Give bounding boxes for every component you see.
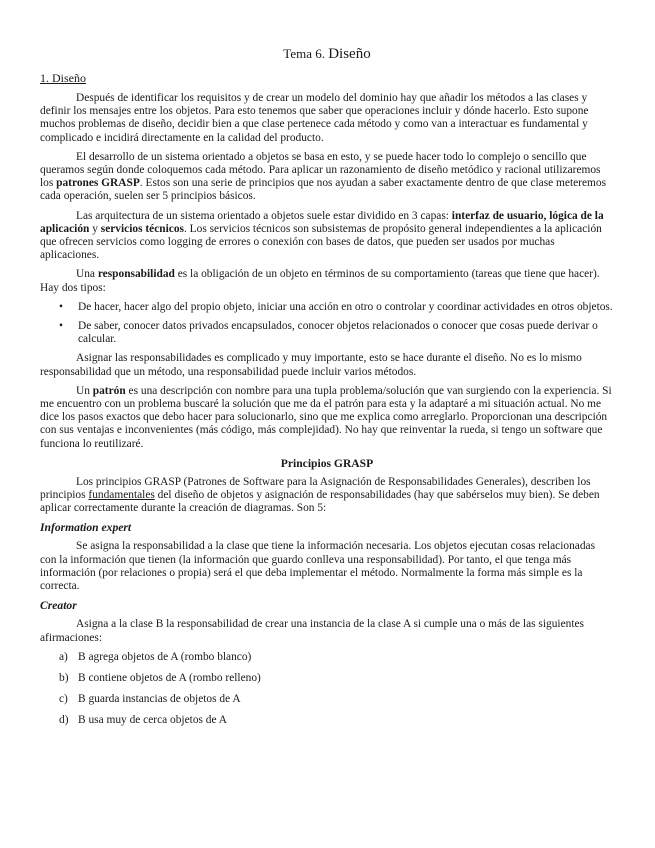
paragraph-pattern bbox=[40, 385, 614, 451]
section-number: 1. bbox=[40, 71, 49, 85]
list-item bbox=[40, 693, 614, 706]
list-item bbox=[40, 651, 614, 664]
list-item-text: De saber, conocer datos privados encapsulados, conocer objetos relacionados o conocer que cosas puede derivar o calcular. bbox=[78, 320, 598, 346]
responsibility-types-list bbox=[40, 301, 614, 347]
list-item bbox=[40, 301, 614, 314]
paragraph-responsibility bbox=[40, 268, 614, 294]
list-item-text: B contiene objetos de A (rombo relleno) bbox=[78, 671, 261, 684]
list-item bbox=[40, 714, 614, 727]
text-run: El desarrollo de un sistema orientado a objetos se basa en esto, y se puede hacer todo lo complejo o sencillo que queramos según donde coloquemos cada método. Para aplicar un razonamiento de diseño metódico y racional utilizaremos los bbox=[40, 150, 601, 190]
list-item-text: B usa muy de cerca objetos de A bbox=[78, 713, 227, 726]
text-run: Los principios GRASP (Patrones de Software para la Asignación de Responsabilidades Generales), describen los principios bbox=[40, 475, 591, 502]
bold-term-grasp: patrones GRASP bbox=[56, 177, 140, 190]
paragraph-intro: Después de identificar los requisitos y de crear un modelo del dominio hay que añadir los métodos a las clases y definir los mensajes entre los objetos. Para esto tenemos que saber que operaciones incluir y dónde hacerlo. Esto supone muchos problemas de diseño, decidir bien a que clase pertenece cada método y como van a interactuar es fundamental y complicado e incidirá directamente en la calidad del producto. bbox=[40, 92, 589, 144]
list-item bbox=[40, 320, 614, 346]
list-marker: c) bbox=[59, 692, 68, 705]
bold-term-layers: interfaz de usuario, lógica de la aplicación bbox=[40, 209, 604, 235]
underlined-term: fundamentales bbox=[88, 489, 155, 502]
information-expert-heading: Information expert bbox=[40, 521, 132, 535]
text-run: . Los servicios técnicos son subsistemas de propósito general independientes a la aplicación que ofrecen servicios como logging de errores o conexión con bases de datos, que pueden ser usados por muchas aplicaciones. bbox=[40, 222, 602, 262]
text-run: es una descripción con nombre para una tupla problema/solución que van surgiendo con la experiencia. Si me encuentro con un problema buscaré la solución que me da el patrón para esta y la adaptaré a mi situación actual. No me dice los pasos exactos que debo hacer para solucionarlo, sino que me explica como arreglarlo. Proporcionan una descripción con sus ventajas e inconvenientes (más código, más complejidad). No hay que reinventar la rueda, si tengo un software que funciona lo reutilizaré. bbox=[40, 384, 612, 450]
paragraph-assign: Asignar las responsabilidades es complicado y muy importante, esto se hace durante el diseño. No es lo mismo responsabilidad que un método, una responsabilidad puede incluir varios métodos. bbox=[40, 352, 582, 378]
bullet-mark: • bbox=[59, 300, 63, 313]
bullet-mark: • bbox=[59, 320, 63, 333]
creator-heading: Creator bbox=[40, 599, 77, 613]
bold-term-pattern: patrón bbox=[92, 384, 126, 397]
page-title bbox=[40, 46, 614, 62]
paragraph-grasp-intro bbox=[40, 151, 614, 204]
paragraph-information-expert: Se asigna la responsabilidad a la clase que tiene la información necesaria. Los objetos ejecutan cosas relacionadas con la información que tienen (la información que guardo conlleva una responsabilidad). Por tanto, el que tenga más información (por relaciones o propia) será el que deba implementar el método. Normalmente la forma más simple es la correcta. bbox=[40, 540, 596, 593]
text-run: Las arquitectura de un sistema orientado a objetos suele estar dividido en 3 capas: bbox=[76, 209, 452, 222]
section-title: Diseño bbox=[52, 71, 86, 85]
text-run: . Estos son una serie de principios que nos ayudan a saber exactamente dentro de que clase meteremos cada operación, suelen ser 5 principios básicos. bbox=[40, 177, 607, 203]
list-marker: d) bbox=[59, 713, 69, 726]
list-marker: b) bbox=[59, 671, 69, 684]
text-run: y bbox=[89, 222, 101, 235]
title-main: Diseño bbox=[328, 46, 371, 62]
text-run: Un bbox=[76, 384, 93, 397]
grasp-heading: Principios GRASP bbox=[280, 456, 374, 470]
creator-conditions-list bbox=[40, 651, 614, 727]
list-marker: a) bbox=[59, 650, 68, 663]
text-run: Una bbox=[76, 268, 98, 281]
section-heading bbox=[40, 71, 614, 86]
paragraph-grasp-principles bbox=[40, 476, 614, 516]
title-prefix: Tema 6. bbox=[283, 46, 325, 61]
list-item bbox=[40, 672, 614, 685]
paragraph-architecture bbox=[40, 210, 614, 263]
text-run: del diseño de objetos y asignación de responsabilidades (hay que sabérselos muy bien). Se deben aplicar correctamente durante la creación de diagramas. Son 5: bbox=[40, 489, 600, 515]
list-item-text: B guarda instancias de objetos de A bbox=[78, 692, 241, 705]
text-run: es la obligación de un objeto en términos de su comportamiento (tareas que tiene que hacer). Hay dos tipos: bbox=[40, 268, 600, 294]
bold-term-responsibility: responsabilidad bbox=[97, 268, 175, 281]
list-item-text: De hacer, hacer algo del propio objeto, iniciar una acción en otro o controlar y coordinar actividades en otros objetos. bbox=[78, 300, 613, 313]
list-item-text: B agrega objetos de A (rombo blanco) bbox=[78, 650, 252, 663]
paragraph-creator: Asigna a la clase B la responsabilidad de crear una instancia de la clase A si cumple una o más de las siguientes afirmaciones: bbox=[40, 618, 584, 644]
bold-term-services: servicios técnicos bbox=[100, 222, 184, 235]
